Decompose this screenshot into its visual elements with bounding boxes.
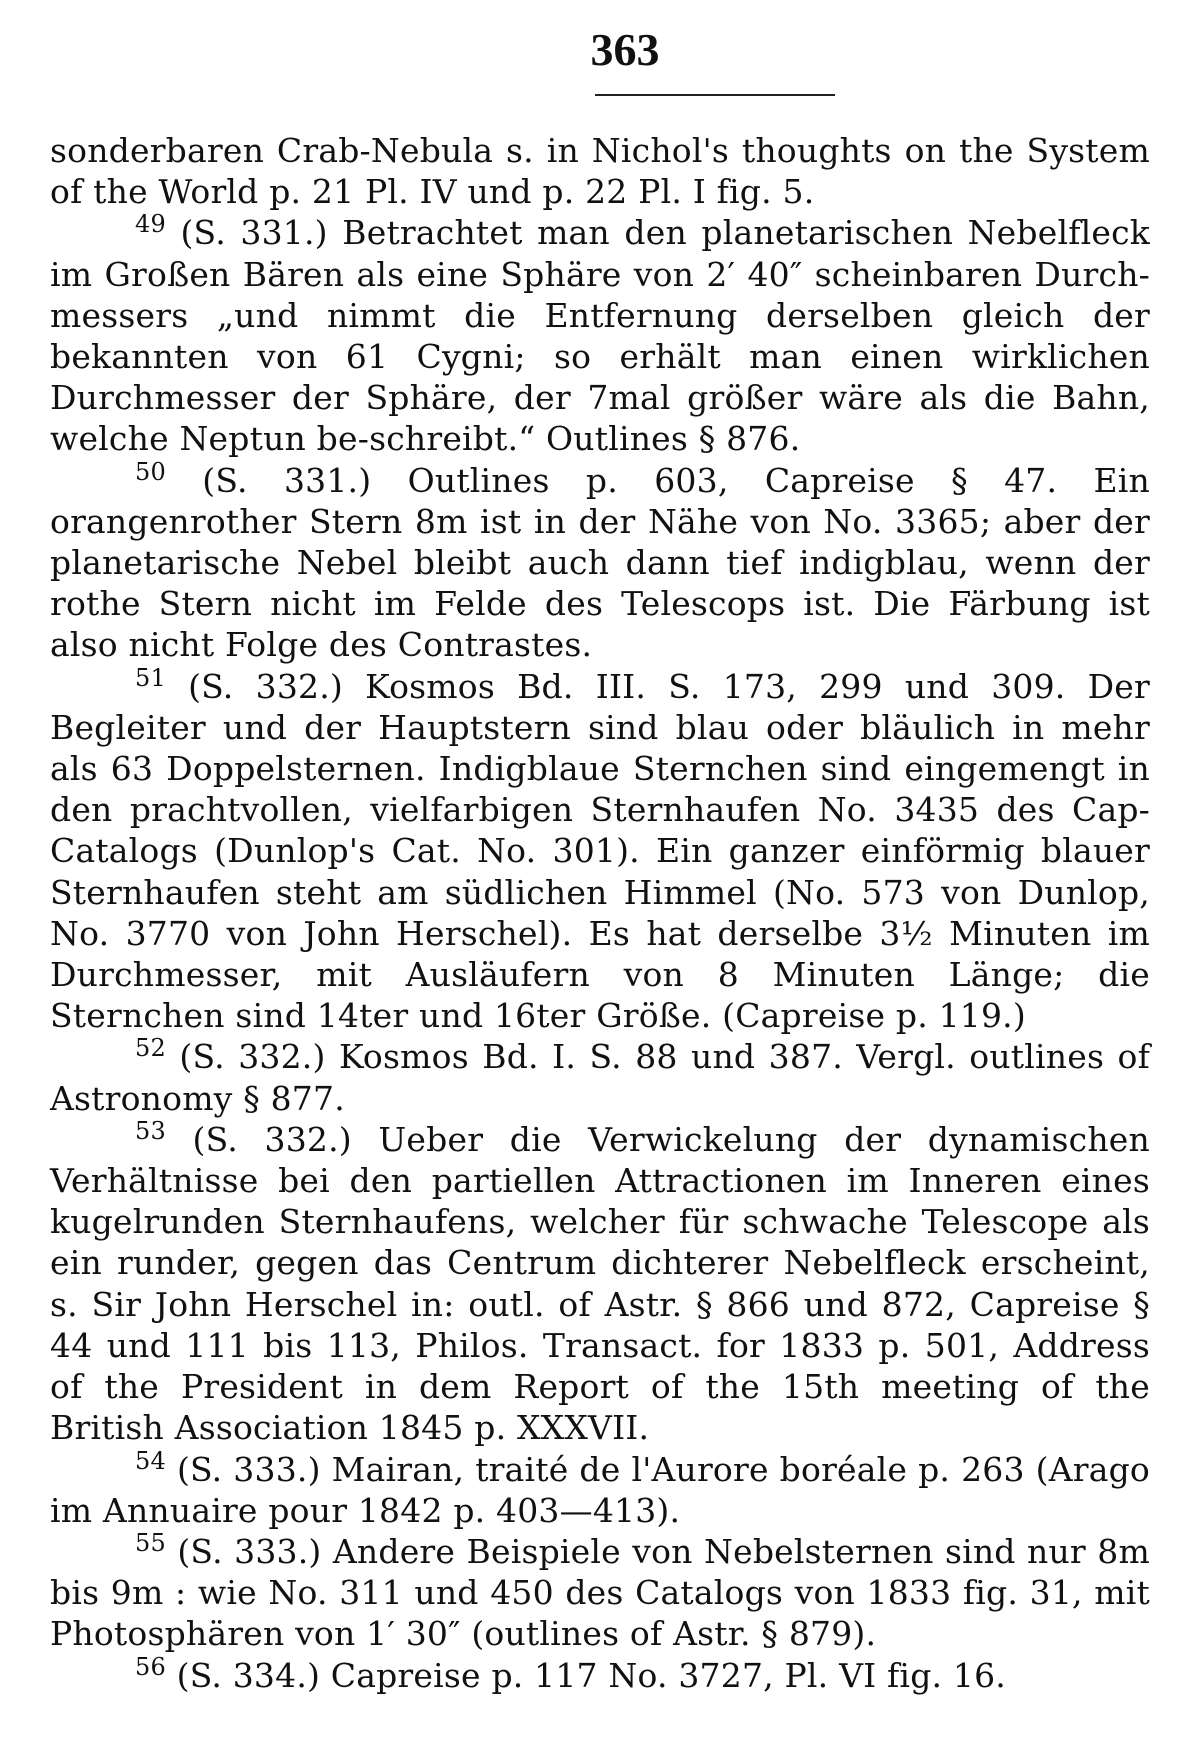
footnote-56	[50, 1652, 1150, 1696]
book-page	[50, 18, 1150, 1696]
footnote-text: (S. 333.) Mairan, traité de l'Aurore boréale p. 263 (Arago im Annuaire pour 1842 p. 403—413).	[50, 1449, 1150, 1530]
footnote-text: (S. 332.) Kosmos Bd. III. S. 173, 299 und 309. Der Begleiter und der Hauptstern sind blau oder bläulich in mehr als 63 Doppelsternen. Indigblaue Sternchen sind eingemengt in den prachtvollen, vielfarbigen Sternhaufen No. 3435 des Cap-Catalogs (Dunlop's Cat. No. 301). Ein ganzer einförmig blauer Sternhaufen steht am südlichen Himmel (No. 573 von Dunlop, No. 3770 von John Herschel). Es hat derselbe 3½ Minuten im Durchmesser, mit Ausläufern von 8 Minuten Länge; die Sternchen sind 14ter und 16ter Größe. (Capreise p. 119.)	[50, 666, 1150, 1036]
footnotes-body	[50, 130, 1150, 1696]
footnote-text: (S. 332.) Ueber die Verwickelung der dynamischen Verhältnisse bei den partiellen Attractionen im Inneren eines kugelrunden Sternhaufens, welcher für schwache Telescope als ein runder, gegen das Centrum dichterer Nebelfleck erscheint, s. Sir John Herschel in: outl. of Astr. § 866 und 872, Capreise § 44 und 111 bis 113, Philos. Transact. for 1833 p. 501, Address of the President in dem Report of the 15th meeting of the British Association 1845 p. XXXVII.	[50, 1119, 1150, 1448]
page-number: 363	[590, 24, 660, 75]
footnote-number: 53	[135, 1116, 166, 1145]
footnote-54	[50, 1446, 1150, 1531]
footnote-text: (S. 333.) Andere Beispiele von Nebelsternen sind nur 8m bis 9m : wie No. 311 und 450 des Catalogs von 1833 fig. 31, mit Photosphären von 1′ 30″ (outlines of Astr. § 879).	[50, 1531, 1150, 1654]
footnote-number: 56	[135, 1652, 166, 1681]
footnote-number: 49	[135, 210, 166, 239]
footnote-49	[50, 212, 1150, 459]
footnote-number: 54	[135, 1446, 166, 1475]
continuation-paragraph: sonderbaren Crab-Nebula s. in Nichol's thoughts on the System of the World p. 21 Pl. IV und p. 22 Pl. I fig. 5.	[50, 131, 1150, 212]
footnote-text: (S. 331.) Outlines p. 603, Capreise § 47. Ein orangenrother Stern 8m ist in der Nähe von No. 3365; aber der planetarische Nebel bleibt auch dann tief indigblau, wenn der rothe Stern nicht im Felde des Telescops ist. Die Färbung ist also nicht Folge des Contrastes.	[50, 460, 1150, 665]
header-rule	[595, 94, 835, 96]
footnote-number: 51	[135, 663, 166, 692]
footnote-number: 52	[135, 1034, 166, 1063]
footnote-text: (S. 331.) Betrachtet man den planetarischen Nebelfleck im Großen Bären als eine Sphäre von 2′ 40″ scheinbaren Durch-messers „und nimmt die Entfernung derselben gleich der bekannten von 61 Cygni; so erhält man einen wirklichen Durchmesser der Sphäre, der 7mal größer wäre als die Bahn, welche Neptun be-schreibt.“ Outlines § 876.	[50, 213, 1150, 459]
footnote-number: 50	[135, 457, 166, 486]
footnote-text: (S. 332.) Kosmos Bd. I. S. 88 und 387. Vergl. outlines of Astronomy § 877.	[50, 1037, 1150, 1118]
footnote-55	[50, 1528, 1150, 1655]
footnote-text: (S. 334.) Capreise p. 117 No. 3727, Pl. VI fig. 16.	[176, 1655, 1006, 1695]
footnote-number: 55	[135, 1528, 166, 1557]
footnote-51	[50, 663, 1150, 1037]
footnote-52	[50, 1036, 1150, 1118]
footnote-53	[50, 1116, 1150, 1449]
footnote-50	[50, 457, 1150, 666]
